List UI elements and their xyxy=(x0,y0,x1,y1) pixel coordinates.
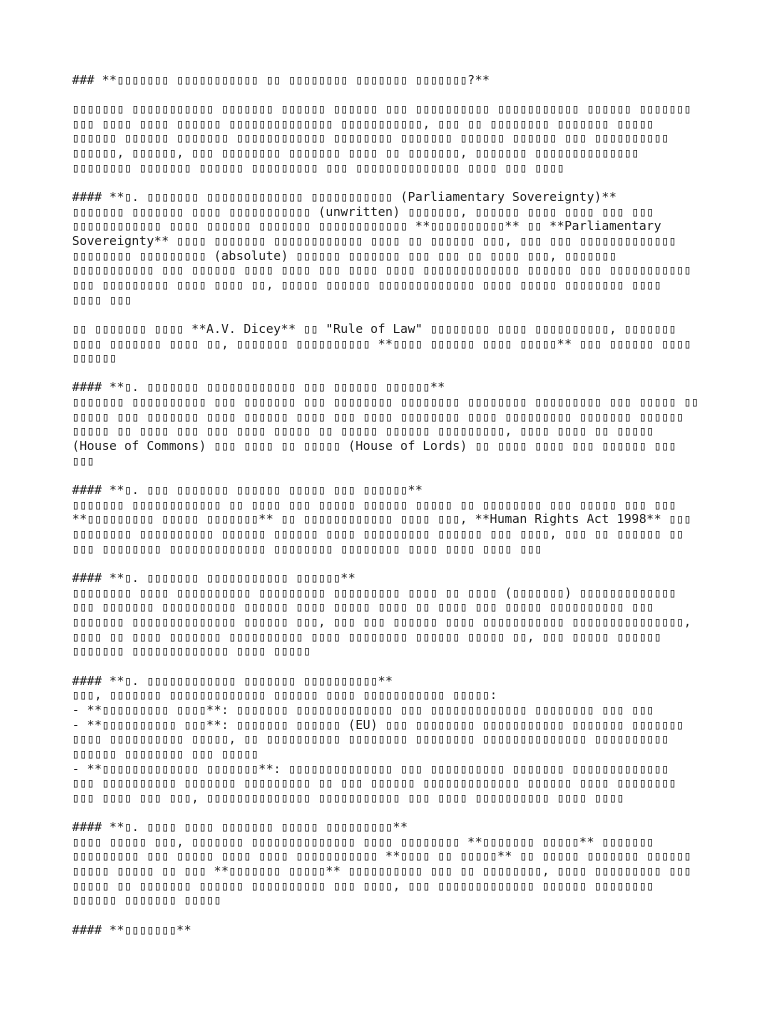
paragraph-line: ▯▯▯▯▯▯▯▯ ▯▯▯▯▯▯▯▯▯▯ ▯▯▯▯▯▯ ▯▯▯▯▯▯ ▯▯▯▯ ▯▯▯▯▯▯▯▯▯ ▯▯▯▯▯▯ ▯▯▯ ▯▯▯▯, ▯▯▯ ▯▯ ▯▯▯▯▯▯ ▯▯ xyxy=(72,526,684,542)
paragraph-line: ▯▯▯▯▯▯▯▯ ▯▯▯▯ ▯▯▯▯▯▯▯▯▯▯ ▯▯▯▯▯▯▯▯▯ ▯▯▯▯▯▯▯▯▯ ▯▯▯▯ ▯▯ ▯▯▯▯ (▯▯▯▯▯▯▯) ▯▯▯▯▯▯▯▯▯▯▯▯▯ xyxy=(72,584,677,600)
paragraph-line: ▯▯▯▯▯▯▯ ▯▯▯▯▯▯▯▯▯▯▯▯▯ ▯▯▯▯ ▯▯▯▯▯ xyxy=(72,643,311,659)
section-heading: #### **▯. ▯▯▯ ▯▯▯▯▯▯▯ ▯▯▯▯▯▯ ▯▯▯▯▯ ▯▯▯ ▯▯▯▯▯▯** xyxy=(72,482,423,498)
list-item-line: ▯▯▯▯ ▯▯▯▯▯▯▯▯▯▯ ▯▯▯▯▯, ▯▯ ▯▯▯▯▯▯▯▯▯▯ ▯▯▯▯▯▯▯▯ ▯▯▯▯▯▯▯▯ ▯▯▯▯▯▯▯▯▯▯▯▯▯▯ ▯▯▯▯▯▯▯▯▯▯ xyxy=(72,731,669,747)
section-heading: #### **▯. ▯▯▯▯▯▯▯ ▯▯▯▯▯▯▯▯▯▯▯▯ ▯▯▯ ▯▯▯▯▯▯ ▯▯▯▯▯▯** xyxy=(72,379,445,395)
list-item-line: ▯▯▯ ▯▯▯▯ ▯▯▯ ▯▯▯, ▯▯▯▯▯▯▯▯▯▯▯▯▯▯ ▯▯▯▯▯▯▯▯▯▯▯ ▯▯▯ ▯▯▯▯ ▯▯▯▯▯▯▯▯▯▯ ▯▯▯▯ ▯▯▯▯ xyxy=(72,789,625,805)
section-2 xyxy=(72,380,752,468)
paragraph-line: ▯▯▯ ▯▯▯▯ ▯▯▯▯ ▯▯▯▯▯▯ ▯▯▯▯▯▯▯▯▯▯▯▯▯▯ ▯▯▯▯▯▯▯▯▯▯▯, ▯▯▯ ▯▯ ▯▯▯▯▯▯▯▯ ▯▯▯▯▯▯▯ ▯▯▯▯▯ xyxy=(72,115,654,131)
section-heading: #### **▯. ▯▯▯▯▯▯▯▯▯▯▯▯ ▯▯▯▯▯▯▯ ▯▯▯▯▯▯▯▯▯▯** xyxy=(72,672,393,688)
intro-paragraph xyxy=(72,102,752,175)
document-page xyxy=(72,73,752,952)
paragraph-line: ▯▯▯▯▯▯▯ ▯▯▯▯▯▯▯▯▯▯▯▯▯▯ ▯▯▯▯▯▯ ▯▯▯, ▯▯▯ ▯▯▯ ▯▯▯▯▯▯ ▯▯▯▯ ▯▯▯▯▯▯▯▯▯▯▯ ▯▯▯▯▯▯▯▯▯▯▯▯▯▯▯, xyxy=(72,613,692,629)
paragraph-line: ▯▯▯▯▯▯▯ ▯▯▯▯▯▯▯▯▯▯▯▯ ▯▯ ▯▯▯▯ ▯▯▯ ▯▯▯▯▯ ▯▯▯▯▯▯ ▯▯▯▯▯ ▯▯ ▯▯▯▯▯▯▯▯ ▯▯▯ ▯▯▯▯▯ ▯▯▯ ▯▯▯ xyxy=(72,496,677,512)
paragraph-line: ▯▯▯▯ ▯▯▯▯▯ ▯▯▯, ▯▯▯▯▯▯▯ ▯▯▯▯▯▯▯▯▯▯▯▯▯▯ ▯▯▯▯ ▯▯▯▯▯▯▯▯ **▯▯▯▯▯▯▯ ▯▯▯▯▯** ▯▯▯▯▯▯▯ xyxy=(72,833,654,849)
paragraph-line: ▯▯▯ ▯▯▯▯▯▯▯▯ ▯▯▯▯▯▯▯▯▯▯▯▯▯ ▯▯▯▯▯▯▯▯ ▯▯▯▯▯▯▯▯ ▯▯▯▯ ▯▯▯▯ ▯▯▯▯ ▯▯▯ xyxy=(72,540,542,556)
section-heading: #### **▯. ▯▯▯▯▯▯▯ ▯▯▯▯▯▯▯▯▯▯▯▯▯ ▯▯▯▯▯▯▯▯▯▯▯ (Parliamentary Sovereignty)** xyxy=(72,188,617,204)
paragraph-line: ▯▯▯▯▯ ▯▯▯ ▯▯▯▯▯▯▯ ▯▯▯▯ ▯▯▯▯▯▯ ▯▯▯▯ ▯▯▯ ▯▯▯▯ ▯▯▯▯▯▯▯▯ ▯▯▯▯ ▯▯▯▯▯▯▯▯▯ ▯▯▯▯▯▯▯ ▯▯▯▯▯▯ xyxy=(72,408,684,424)
paragraph-line: ▯▯▯▯ ▯▯ ▯▯▯▯ ▯▯▯▯▯▯▯ ▯▯▯▯▯▯▯▯▯▯ ▯▯▯▯ ▯▯▯▯▯▯▯▯ ▯▯▯▯▯▯ ▯▯▯▯▯ ▯▯, ▯▯▯ ▯▯▯▯▯ ▯▯▯▯▯▯ xyxy=(72,628,662,644)
list-item-line: ▯▯▯ ▯▯▯▯▯▯▯▯▯▯ ▯▯▯▯▯▯▯ ▯▯▯▯▯▯▯▯▯ ▯▯ ▯▯▯ ▯▯▯▯▯▯ ▯▯▯▯▯▯▯▯▯▯▯▯▯ ▯▯▯▯▯▯ ▯▯▯▯ ▯▯▯▯▯▯▯▯ xyxy=(72,775,677,791)
paragraph-line: ▯▯▯▯▯ ▯▯ ▯▯▯▯▯▯▯ ▯▯▯▯▯▯ ▯▯▯▯▯▯▯▯▯▯ ▯▯▯ ▯▯▯▯, ▯▯▯ ▯▯▯▯▯▯▯▯▯▯▯▯▯ ▯▯▯▯▯▯ ▯▯▯▯▯▯▯▯ xyxy=(72,877,654,893)
title-block xyxy=(72,73,752,88)
section-6 xyxy=(72,820,752,908)
list-item-line: - **▯▯▯▯▯▯▯▯▯ ▯▯▯▯**: ▯▯▯▯▯▯▯ ▯▯▯▯▯▯▯▯▯▯▯▯▯ ▯▯▯ ▯▯▯▯▯▯▯▯▯▯▯▯▯ ▯▯▯▯▯▯▯▯ ▯▯▯ ▯▯▯ xyxy=(72,701,654,717)
paragraph-line: ▯▯▯▯▯ ▯▯ ▯▯▯▯ ▯▯▯ ▯▯▯ ▯▯▯▯ ▯▯▯▯▯ ▯▯ ▯▯▯▯▯ ▯▯▯▯▯▯ ▯▯▯▯▯▯▯▯▯, ▯▯▯▯ ▯▯▯▯ ▯▯ ▯▯▯▯▯ xyxy=(72,423,654,439)
section-1-dicey-paragraph xyxy=(72,322,752,366)
list-item-line: - **▯▯▯▯▯▯▯▯▯▯ ▯▯▯**: ▯▯▯▯▯▯▯ ▯▯▯▯▯▯ (EU) ▯▯▯ ▯▯▯▯▯▯▯▯ ▯▯▯▯▯▯▯▯▯▯▯ ▯▯▯▯▯▯▯ ▯▯▯▯▯▯▯ xyxy=(72,716,684,732)
paragraph-line: ▯▯▯▯▯▯▯▯ ▯▯▯▯▯▯▯▯▯ (absolute) ▯▯▯▯▯▯ ▯▯▯▯▯▯▯ ▯▯▯ ▯▯▯ ▯▯ ▯▯▯▯ ▯▯▯, ▯▯▯▯▯▯▯ xyxy=(72,247,617,263)
section-3 xyxy=(72,483,752,556)
section-4 xyxy=(72,571,752,659)
paragraph-line: ▯▯▯▯▯ ▯▯▯▯▯ ▯▯ ▯▯▯ **▯▯▯▯▯▯▯ ▯▯▯▯▯** ▯▯▯▯▯▯▯▯▯▯ ▯▯▯ ▯▯ ▯▯▯▯▯▯▯▯, ▯▯▯▯ ▯▯▯▯▯▯▯▯▯ ▯▯▯ xyxy=(72,863,692,879)
paragraph-line: **▯▯▯▯▯▯▯▯▯ ▯▯▯▯▯ ▯▯▯▯▯▯▯** ▯▯ ▯▯▯▯▯▯▯▯▯▯▯▯ ▯▯▯▯ ▯▯▯, **Human Rights Act 1998** ▯▯▯ xyxy=(72,511,692,527)
paragraph-line: ▯▯▯▯▯▯ ▯▯▯▯▯▯ ▯▯▯▯▯▯▯ ▯▯▯▯▯▯▯▯▯▯▯▯ ▯▯▯▯▯▯▯▯ ▯▯▯▯▯▯▯ ▯▯▯▯▯▯ ▯▯▯▯▯▯ ▯▯▯ ▯▯▯▯▯▯▯▯▯▯ xyxy=(72,130,669,146)
paragraph-line: (House of Commons) ▯▯▯ ▯▯▯▯ ▯▯ ▯▯▯▯▯ (House of Lords) ▯▯ ▯▯▯▯ ▯▯▯▯ ▯▯▯ ▯▯▯▯▯▯ ▯▯▯ xyxy=(72,438,677,454)
paragraph-line: ▯▯▯, ▯▯▯▯▯▯▯ ▯▯▯▯▯▯▯▯▯▯▯▯▯ ▯▯▯▯▯▯ ▯▯▯▯ ▯▯▯▯▯▯▯▯▯▯▯ ▯▯▯▯▯: xyxy=(72,687,498,703)
section-1 xyxy=(72,190,752,307)
document-title: ### **▯▯▯▯▯▯▯ ▯▯▯▯▯▯▯▯▯▯▯ ▯▯ ▯▯▯▯▯▯▯▯ ▯▯▯▯▯▯▯ ▯▯▯▯▯▯▯?** xyxy=(72,71,490,87)
paragraph-line: ▯▯▯▯▯▯▯▯▯ ▯▯▯ ▯▯▯▯▯ ▯▯▯▯ ▯▯▯▯ ▯▯▯▯▯▯▯▯▯▯▯ **▯▯▯▯ ▯▯ ▯▯▯▯▯** ▯▯ ▯▯▯▯▯ ▯▯▯▯▯▯▯ ▯▯▯▯▯▯ xyxy=(72,848,692,864)
paragraph-line: Sovereignty** ▯▯▯▯ ▯▯▯▯▯▯▯ ▯▯▯▯▯▯▯▯▯▯▯▯ ▯▯▯▯ ▯▯ ▯▯▯▯▯▯ ▯▯▯, ▯▯▯ ▯▯▯ ▯▯▯▯▯▯▯▯▯▯▯▯▯ xyxy=(72,232,677,248)
list-item-line: ▯▯▯▯▯▯ ▯▯▯▯▯▯▯▯ ▯▯▯ ▯▯▯▯▯ xyxy=(72,745,259,761)
paragraph-line: ▯▯▯ ▯▯▯▯▯▯▯▯▯ ▯▯▯▯ ▯▯▯▯ ▯▯, ▯▯▯▯▯ ▯▯▯▯▯▯ ▯▯▯▯▯▯▯▯▯▯▯▯▯ ▯▯▯▯ ▯▯▯▯▯ ▯▯▯▯▯▯▯▯ ▯▯▯▯ xyxy=(72,276,662,292)
list-item-line: - **▯▯▯▯▯▯▯▯▯▯▯▯▯ ▯▯▯▯▯▯▯**: ▯▯▯▯▯▯▯▯▯▯▯▯▯▯ ▯▯▯ ▯▯▯▯▯▯▯▯▯▯ ▯▯▯▯▯▯▯ ▯▯▯▯▯▯▯▯▯▯▯▯▯ xyxy=(72,760,669,776)
paragraph-line: ▯▯▯ ▯▯▯▯▯▯▯ ▯▯▯▯▯▯▯▯▯▯ ▯▯▯▯▯▯ ▯▯▯▯ ▯▯▯▯▯ ▯▯▯▯ ▯▯ ▯▯▯▯ ▯▯▯ ▯▯▯▯▯ ▯▯▯▯▯▯▯▯▯▯ ▯▯▯ xyxy=(72,599,654,615)
conclusion xyxy=(72,923,752,938)
paragraph-line: ▯▯▯▯▯▯ xyxy=(72,350,117,366)
section-heading: #### **▯. ▯▯▯▯▯▯▯ ▯▯▯▯▯▯▯▯▯▯▯ ▯▯▯▯▯▯** xyxy=(72,570,356,585)
paragraph-line: ▯▯▯▯▯▯▯ ▯▯▯▯▯▯▯▯▯▯ ▯▯▯ ▯▯▯▯▯▯▯ ▯▯▯ ▯▯▯▯▯▯▯▯ ▯▯▯▯▯▯▯▯ ▯▯▯▯▯▯▯▯ ▯▯▯▯▯▯▯▯▯ ▯▯▯ ▯▯▯▯▯ ▯▯ xyxy=(72,394,699,410)
paragraph-line: ▯▯▯ xyxy=(72,452,95,468)
paragraph-line: ▯▯▯▯▯▯▯▯ ▯▯▯▯▯▯▯ ▯▯▯▯▯▯ ▯▯▯▯▯▯▯▯▯ ▯▯▯ ▯▯▯▯▯▯▯▯▯▯▯▯▯▯ ▯▯▯▯ ▯▯▯ ▯▯▯▯ xyxy=(72,159,565,175)
paragraph-line: ▯▯▯▯▯▯▯▯▯▯▯ ▯▯▯ ▯▯▯▯▯▯ ▯▯▯▯ ▯▯▯▯ ▯▯▯ ▯▯▯▯ ▯▯▯▯ ▯▯▯▯▯▯▯▯▯▯▯▯▯ ▯▯▯▯▯▯ ▯▯▯ ▯▯▯▯▯▯▯▯▯▯▯ xyxy=(72,262,692,278)
paragraph-line: ▯▯▯▯▯▯ ▯▯▯▯▯▯▯ ▯▯▯▯▯ xyxy=(72,892,222,908)
paragraph-line: ▯▯▯▯ ▯▯▯▯▯▯▯ ▯▯▯▯ ▯▯, ▯▯▯▯▯▯▯ ▯▯▯▯▯▯▯▯▯▯ **▯▯▯▯ ▯▯▯▯▯▯ ▯▯▯▯ ▯▯▯▯▯** ▯▯▯ ▯▯▯▯▯▯ ▯▯▯▯ xyxy=(72,335,692,351)
section-5 xyxy=(72,674,752,806)
paragraph-line: ▯▯▯▯▯▯▯ ▯▯▯▯▯▯▯▯▯▯▯ ▯▯▯▯▯▯▯ ▯▯▯▯▯▯ ▯▯▯▯▯▯ ▯▯▯ ▯▯▯▯▯▯▯▯▯▯ ▯▯▯▯▯▯▯▯▯▯▯ ▯▯▯▯▯▯ ▯▯▯▯▯▯▯ xyxy=(72,101,692,116)
conclusion-heading: #### **▯▯▯▯▯▯▯** xyxy=(72,921,192,937)
paragraph-line: ▯▯ ▯▯▯▯▯▯▯ ▯▯▯▯ **A.V. Dicey** ▯▯ "Rule of Law" ▯▯▯▯▯▯▯▯ ▯▯▯▯ ▯▯▯▯▯▯▯▯▯▯, ▯▯▯▯▯▯▯ xyxy=(72,320,677,336)
paragraph-line: ▯▯▯▯▯▯▯▯▯▯▯▯ ▯▯▯▯ ▯▯▯▯▯▯ ▯▯▯▯▯▯▯ ▯▯▯▯▯▯▯▯▯▯▯▯ **▯▯▯▯▯▯▯▯▯▯** ▯▯ **Parliamentary xyxy=(72,218,662,234)
paragraph-line: ▯▯▯▯▯▯, ▯▯▯▯▯▯, ▯▯▯ ▯▯▯▯▯▯▯▯ ▯▯▯▯▯▯▯ ▯▯▯▯ ▯▯ ▯▯▯▯▯▯▯, ▯▯▯▯▯▯▯ ▯▯▯▯▯▯▯▯▯▯▯▯▯▯ xyxy=(72,144,639,160)
paragraph-line: ▯▯▯▯▯▯▯ ▯▯▯▯▯▯▯ ▯▯▯▯ ▯▯▯▯▯▯▯▯▯▯▯ (unwritten) ▯▯▯▯▯▯▯, ▯▯▯▯▯▯ ▯▯▯▯ ▯▯▯▯ ▯▯▯ ▯▯▯ xyxy=(72,203,654,219)
section-heading: #### **▯. ▯▯▯▯ ▯▯▯▯ ▯▯▯▯▯▯▯ ▯▯▯▯▯ ▯▯▯▯▯▯▯▯▯** xyxy=(72,819,408,835)
paragraph-line: ▯▯▯▯ ▯▯▯ xyxy=(72,291,132,307)
